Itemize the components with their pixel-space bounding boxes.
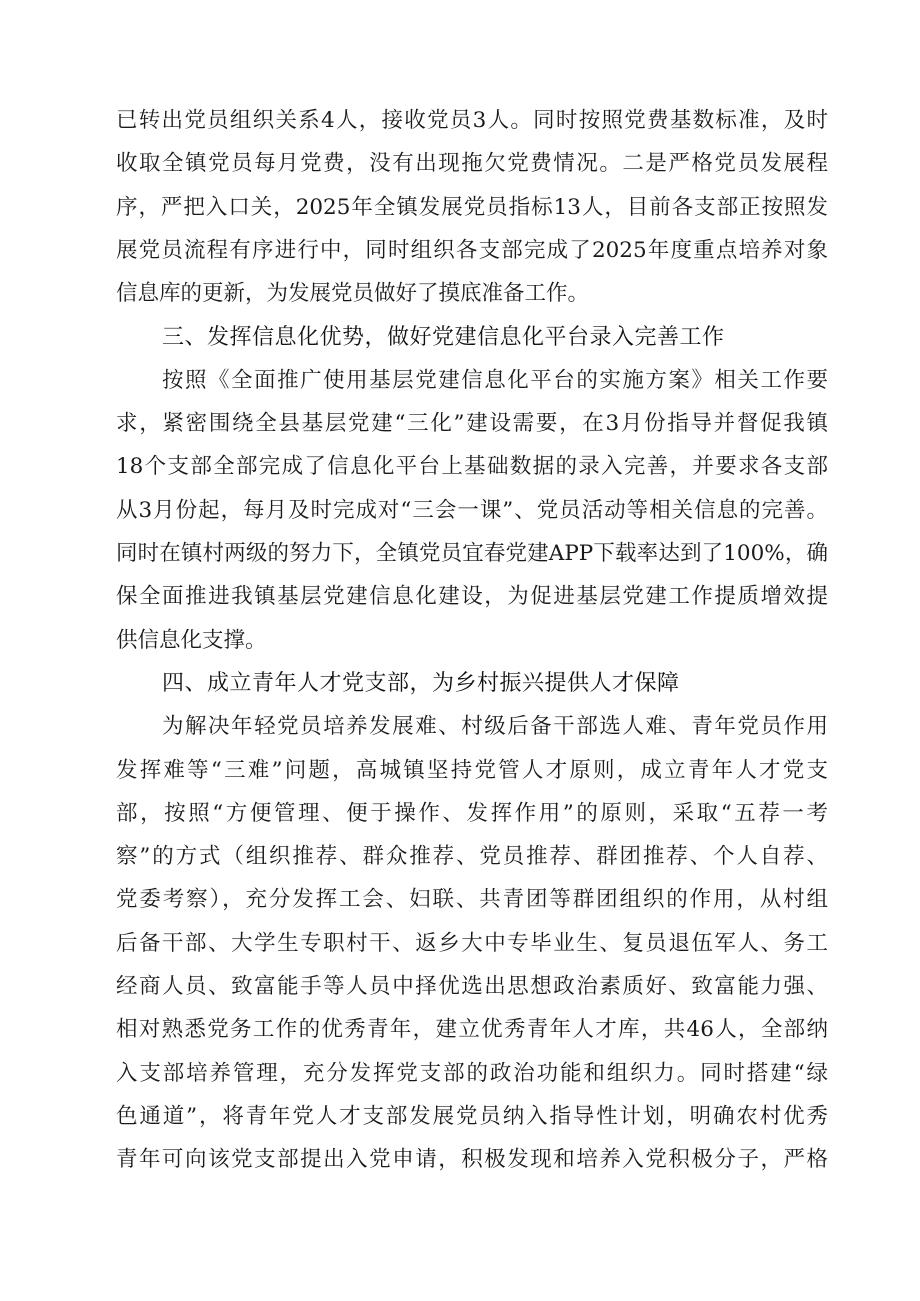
section-heading-3: 三、发挥信息化优势，做好党建信息化平台录入完善工作: [162, 324, 725, 350]
para3-line-11: 青年可向该党支部提出入党申请，积极发现和培养入党积极分子，严格: [116, 1147, 828, 1173]
para2-line-3: 18个支部全部完成了信息化平台上基础数据的录入完善，并要求各支部: [116, 454, 828, 480]
para3-line-4: 察”的方式（组织推荐、群众推荐、党员推荐、群团推荐、个人自荐、: [116, 844, 828, 870]
para1-line-4: 展党员流程有序进行中，同时组织各支部完成了2025年度重点培养对象: [116, 237, 828, 263]
para3-line-8: 相对熟悉党务工作的优秀青年，建立优秀青年人才库，共46人，全部纳: [116, 1017, 828, 1043]
para2-line-5: 同时在镇村两级的努力下，全镇党员宜春党建APP下载率达到了100%，确: [116, 541, 828, 566]
para2-line-1: 按照《全面推广使用基层党建信息化平台的实施方案》相关工作要: [162, 367, 828, 393]
para3-line-7: 经商人员、致富能手等人员中择优选出思想政治素质好、致富能力强、: [116, 974, 828, 999]
para3-line-6: 后备干部、大学生专职村干、返乡大中专毕业生、复员退伍军人、务工: [116, 930, 828, 956]
para1-line-3: 序，严把入口关，2025年全镇发展党员指标13人，目前各支部正按照发: [116, 194, 828, 220]
para3-line-3: 部，按照“方便管理、便于操作、发挥作用”的原则，采取“五荐一考: [116, 800, 828, 826]
para2-line-6: 保全面推进我镇基层党建信息化建设，为促进基层党建工作提质增效提: [116, 584, 828, 610]
para2-line-4: 从3月份起，每月及时完成对“三会一课”、党员活动等相关信息的完善。: [116, 497, 828, 523]
para2-line-7: 供信息化支撑。: [116, 627, 267, 653]
para3-line-1: 为解决年轻党员培养发展难、村级后备干部选人难、青年党员作用: [162, 714, 828, 740]
para1-line-5: 信息库的更新，为发展党员做好了摸底准备工作。: [116, 281, 590, 307]
para3-line-10: 色通道”，将青年党人才支部发展党员纳入指导性计划，明确农村优秀: [116, 1103, 828, 1129]
para1-line-2: 收取全镇党员每月党费，没有出现拖欠党费情况。二是严格党员发展程: [116, 151, 828, 177]
para2-line-2: 求，紧密围绕全县基层党建“三化”建设需要，在3月份指导并督促我镇: [116, 411, 828, 437]
section-heading-4: 四、成立青年人才党支部，为乡村振兴提供人才保障: [162, 670, 680, 696]
para3-line-2: 发挥难等“三难”问题，高城镇坚持党管人才原则，成立青年人才党支: [116, 757, 828, 783]
para3-line-5: 党委考察），充分发挥工会、妇联、共青团等群团组织的作用，从村组: [116, 887, 828, 913]
para3-line-9: 入支部培养管理，充分发挥党支部的政治功能和组织力。同时搭建“绿: [116, 1060, 828, 1086]
para1-line-1: 已转出党员组织关系4人，接收党员3人。同时按照党费基数标准，及时: [116, 108, 828, 133]
